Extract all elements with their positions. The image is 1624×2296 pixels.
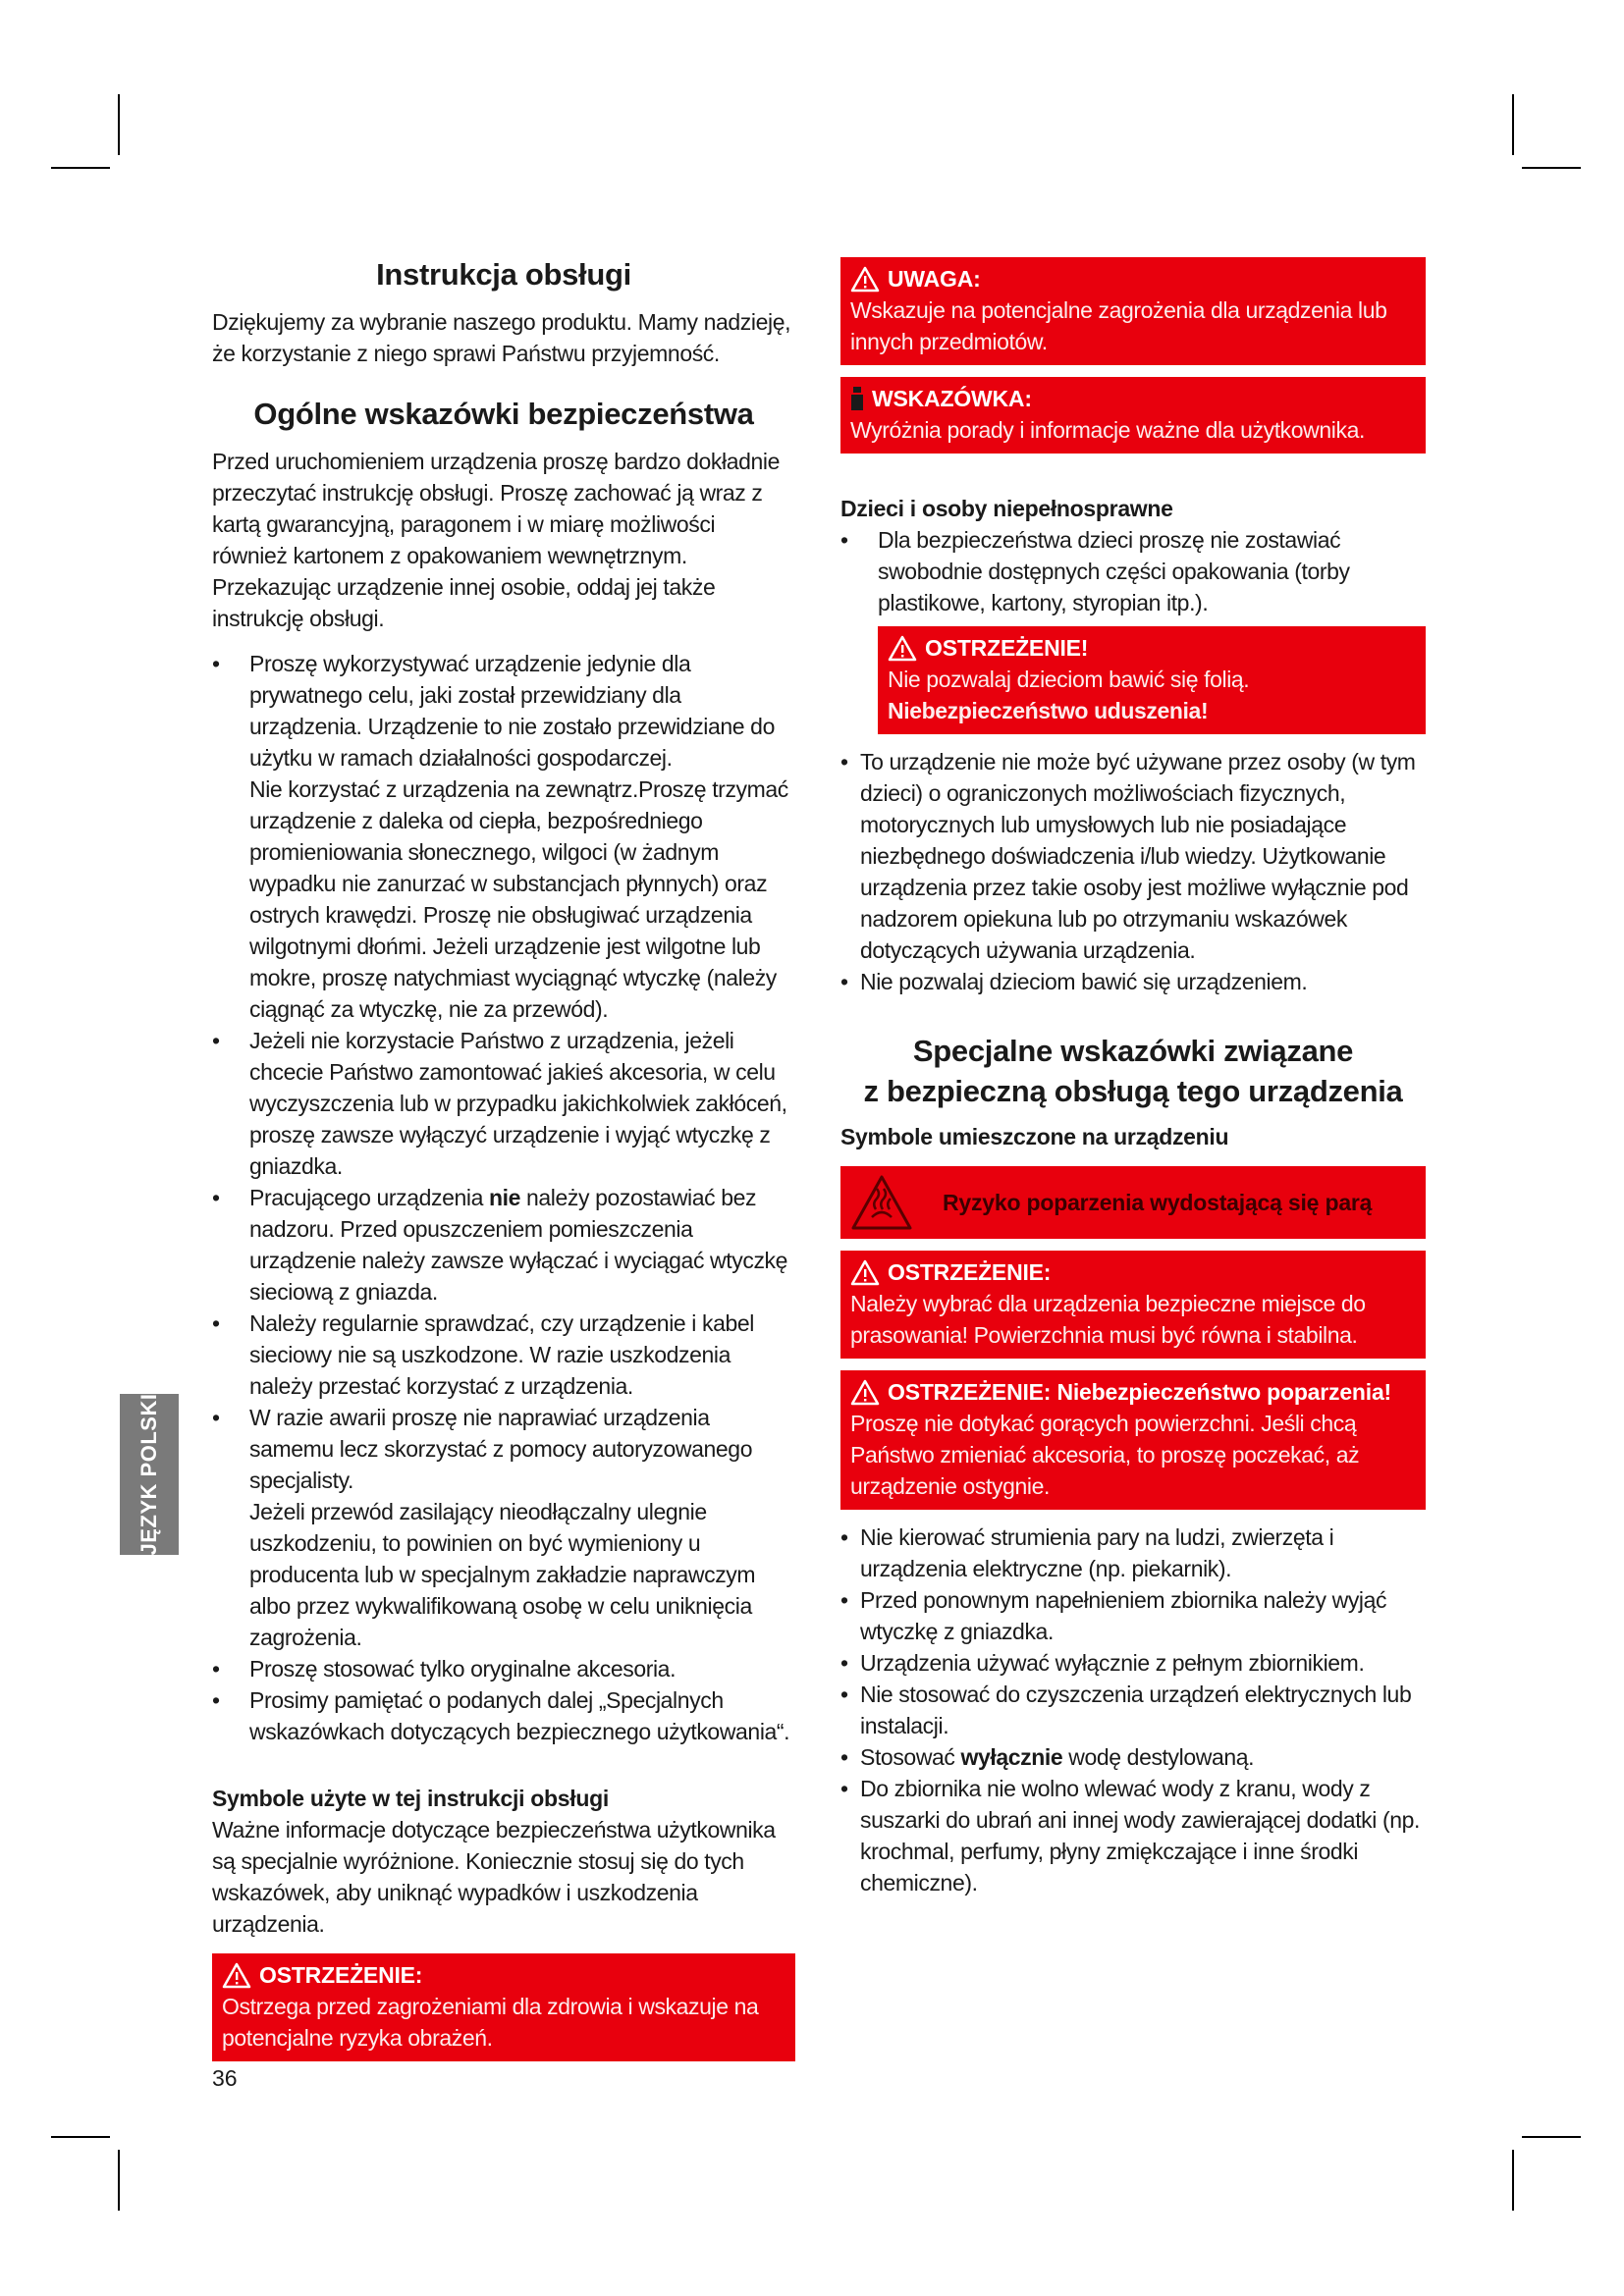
info-icon <box>850 386 864 411</box>
list-item: • Nie kierować strumienia pary na ludzi, zwierzęta i urządzenia elektryczne (np. piekarnik). <box>840 1522 1426 1584</box>
safety-intro-paragraph: Przed uruchomieniem urządzenia proszę bardzo dokładnie przeczytać instrukcję obsługi. Proszę zachować ją wraz z kartą gwarancyjną, paragonem i w miarę możliwości również kartonem z opakowaniem wewnętrznym. Przekazując urządzenie innej osobie, oddaj jej także instrukcję obsługi. <box>212 449 781 631</box>
safety-heading: Ogólne wskazówki bezpieczeństwa <box>253 397 754 431</box>
warning-triangle-icon <box>850 266 880 293</box>
warning-legend-body: Ostrzega przed zagrożeniami dla zdrowia i wskazuje na potencjalne ryzyka obrażeń. <box>222 1994 759 2051</box>
warning-box-surface <box>840 1251 1426 1359</box>
list-item: • Proszę stosować tylko oryginalne akcesoria. <box>212 1653 795 1684</box>
left-column <box>212 257 795 2061</box>
crop-mark-bottom-left-v <box>118 2150 120 2211</box>
right-column <box>840 257 1426 1898</box>
crop-mark-bottom-right-h <box>1522 2136 1581 2138</box>
warning-surface-body: Należy wybrać dla urządzenia bezpieczne miejsce do prasowania! Powierzchnia musi być równa i stabilna. <box>850 1291 1366 1348</box>
page-title: Instrukcja obsługi <box>376 257 631 292</box>
list-item: • Nie pozwalaj dzieciom bawić się urządzeniem. <box>840 966 1426 997</box>
warning-triangle-icon <box>222 1962 251 1989</box>
symbols-heading: Symbole użyte w tej instrukcji obsługi <box>212 1786 609 1811</box>
special-heading: Specjalne wskazówki związane z bezpieczną obsługą tego urządzenia <box>863 1034 1403 1108</box>
crop-mark-top-right-v <box>1512 94 1514 155</box>
note-legend-body: Wyróżnia porady i informacje ważne dla użytkownika. <box>850 417 1365 443</box>
list-item: • W razie awarii proszę nie naprawiać urządzenia samemu lecz skorzystać z pomocy autoryzowanego specjalisty. Jeżeli przewód zasilający nieodłączalny ulegnie uszkodzeniu, to powinien on być wymieniony u producenta lub w specjalnym zakładzie naprawczym albo przez wykwalifikowaną osobę w celu uniknięcia zagrożenia. <box>212 1402 795 1653</box>
crop-mark-top-right-h <box>1522 167 1581 169</box>
language-side-tab <box>120 1394 179 1555</box>
children-bullet-list-1 <box>840 524 1426 618</box>
crop-mark-bottom-right-v <box>1512 2150 1514 2211</box>
children-warning-title: OSTRZEŻENIE! <box>925 635 1089 661</box>
caution-legend-title: UWAGA: <box>888 266 981 292</box>
warning-triangle-icon <box>888 635 917 662</box>
safety-bullet-list <box>212 648 795 1747</box>
warning-surface-title: OSTRZEŻENIE: <box>888 1259 1052 1285</box>
list-item: • To urządzenie nie może być używane przez osoby (w tym dzieci) o ograniczonych możliwościach fizycznych, motorycznych lub umysłowych lub nie posiadające niezbędnego doświadczenia i/lub wiedzy. Użytkowanie urządzenia przez takie osoby jest możliwe wyłącznie pod nadzorem opiekuna lub po otrzymaniu wskazówek dotyczących używania urządzenia. <box>840 746 1426 966</box>
list-item: • Pracującego urządzenia nie należy pozostawiać bez nadzoru. Przed opuszczeniem pomieszczenia urządzenie należy zawsze wyłączać i wyciągać wtyczkę sieciową z gniazda. <box>212 1182 795 1308</box>
symbols-intro-paragraph: Ważne informacje dotyczące bezpieczeństwa użytkownika są specjalnie wyróżnione. Koniecznie stosuj się do tych wskazówek, aby uniknąć wypadków i uszkodzenia urządzenia. <box>212 1817 776 1937</box>
warning-legend-box <box>212 1953 795 2061</box>
children-bullet-list-2 <box>840 746 1426 997</box>
list-item: • Stosować wyłącznie wodę destylowaną. <box>840 1741 1426 1773</box>
warning-box-burn <box>840 1370 1426 1510</box>
steam-hazard-label: Ryzyko poparzenia wydostającą się parą <box>943 1190 1373 1215</box>
crop-mark-top-left-h <box>51 167 110 169</box>
list-item: • Należy regularnie sprawdzać, czy urządzenie i kabel sieciowy nie są uszkodzone. W razie uszkodzenia należy przestać korzystać z urządzenia. <box>212 1308 795 1402</box>
device-bullet-list <box>840 1522 1426 1898</box>
crop-mark-top-left-v <box>118 94 120 155</box>
warning-legend-title: OSTRZEŻENIE: <box>259 1962 423 1988</box>
caution-legend-box <box>840 257 1426 365</box>
list-item: • Przed ponownym napełnieniem zbiornika należy wyjąć wtyczkę z gniazdka. <box>840 1584 1426 1647</box>
children-heading: Dzieci i osoby niepełnosprawne <box>840 496 1173 521</box>
children-warning-body: Nie pozwalaj dzieciom bawić się folią. Niebezpieczeństwo uduszenia! <box>888 667 1250 723</box>
list-item: • Do zbiornika nie wolno wlewać wody z kranu, wody z suszarki do ubrań ani innej wody zawierającej dodatki (np. krochmal, perfumy, płyny zmiękczające i inne środki chemiczne). <box>840 1773 1426 1898</box>
list-item: • Dla bezpieczeństwa dzieci proszę nie zostawiać swobodnie dostępnych części opakowania (torby plastikowe, kartony, styropian itp.). <box>840 524 1426 618</box>
warning-burn-title: OSTRZEŻENIE: Niebezpieczeństwo poparzenia! <box>888 1379 1392 1405</box>
caution-legend-body: Wskazuje na potencjalne zagrożenia dla urządzenia lub innych przedmiotów. <box>850 297 1387 354</box>
page-number: 36 <box>212 2065 238 2091</box>
list-item: • Jeżeli nie korzystacie Państwo z urządzenia, jeżeli chcecie Państwo zamontować jakieś akcesoria, w celu wyczyszczenia lub w przypadku jakichkolwiek zakłóceń, proszę zawsze wyłączyć urządzenie i wyjąć wtyczkę z gniazdka. <box>212 1025 795 1182</box>
language-side-tab-label: JĘZYK POLSKI <box>136 1393 161 1556</box>
device-symbols-heading: Symbole umieszczone na urządzeniu <box>840 1124 1229 1149</box>
list-item: • Prosimy pamiętać o podanych dalej „Specjalnych wskazówkach dotyczących bezpiecznego użytkowania“. <box>212 1684 795 1747</box>
warning-triangle-icon <box>850 1259 880 1286</box>
crop-mark-bottom-left-h <box>51 2136 110 2138</box>
steam-hazard-icon <box>850 1174 913 1231</box>
list-item: • Urządzenia używać wyłącznie z pełnym zbiornikiem. <box>840 1647 1426 1679</box>
note-legend-title: WSKAZÓWKA: <box>872 386 1032 411</box>
children-warning-box <box>878 626 1426 734</box>
intro-paragraph: Dziękujemy za wybranie naszego produktu. Mamy nadzieję, że korzystanie z niego sprawi Państwu przyjemność. <box>212 309 791 366</box>
note-legend-box <box>840 377 1426 454</box>
warning-triangle-icon <box>850 1379 880 1406</box>
warning-burn-body: Proszę nie dotykać gorących powierzchni. Jeśli chcą Państwo zmieniać akcesoria, to proszę poczekać, aż urządzenie ostygnie. <box>850 1411 1360 1499</box>
steam-hazard-box <box>840 1166 1426 1239</box>
list-item: • Nie stosować do czyszczenia urządzeń elektrycznych lub instalacji. <box>840 1679 1426 1741</box>
list-item: • Proszę wykorzystywać urządzenie jedynie dla prywatnego celu, jaki został przewidziany dla urządzenia. Urządzenie to nie zostało przewidziane do użytku w ramach działalności gospodarczej. Nie korzystać z urządzenia na zewnątrz.Proszę trzymać urządzenie z daleka od ciepła, bezpośredniego promieniowania słonecznego, wilgoci (w żadnym wypadku nie zanurzać w substancjach płynnych) oraz ostrych krawędzi. Proszę nie obsługiwać urządzenia wilgotnymi dłońmi. Jeżeli urządzenie jest wilgotne lub mokre, proszę natychmiast wyciągnąć wtyczkę (należy ciągnąć za wtyczkę, nie za przewód). <box>212 648 795 1025</box>
